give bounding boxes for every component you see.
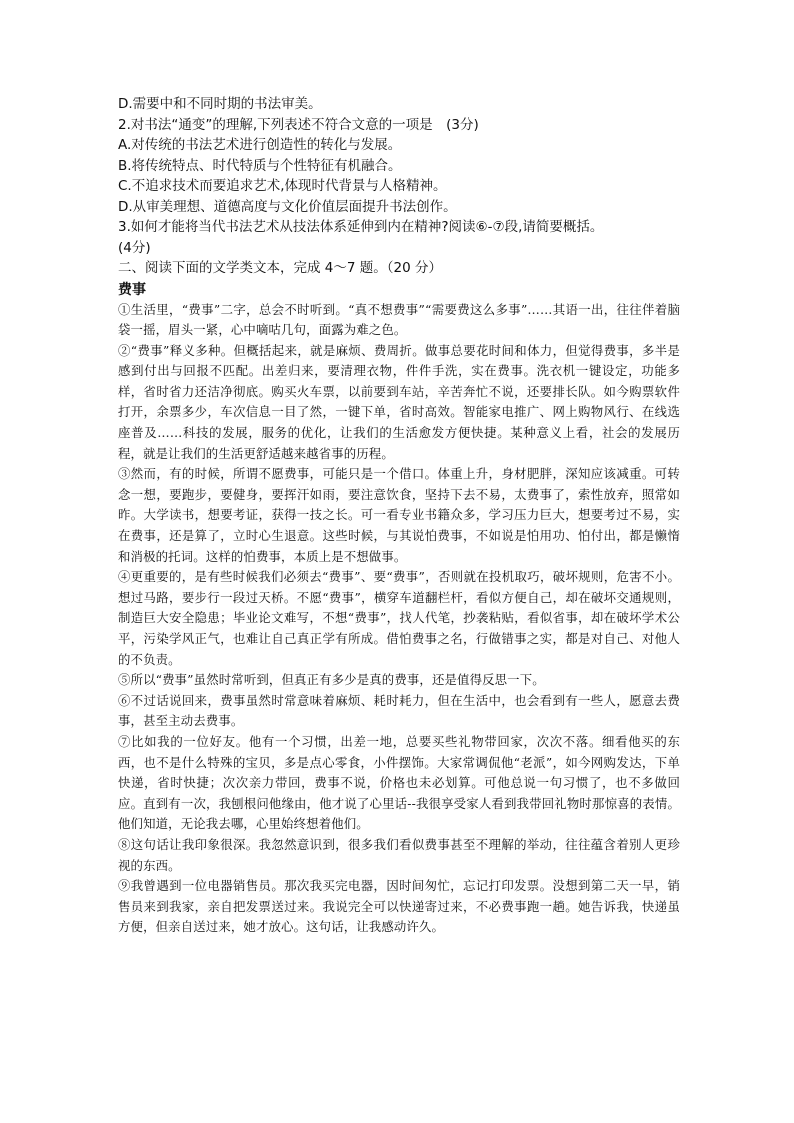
q2-option-c: C.不追求技术而要追求艺术,体现时代背景与人格精神。 (118, 178, 447, 194)
essay-paragraph-5: ⑤所以“费事”虽然时常听到，但真正有多少是真的费事，还是值得反思一下。 (118, 672, 545, 688)
essay-paragraph-7: ⑦比如我的一位好友。他有一个习惯，出差一地，总要买些礼物带回家，次次不落。细看他买的东西，也不是什么特殊的宝贝，多是点心零食，小件摆饰。大家常调侃他“老派”，如今网购发达，下单快递，省时快捷；次次亲力带回，费事不说，价格也未必划算。可他总说一句习惯了，也不多做回应。直到有一次，我刨根问他缘由，他才说了心里话--我很享受家人看到我带回礼物时那惊喜的表情。他们知道，无论我去哪，心里始终想着他们。 (118, 733, 680, 832)
q3-stem: 3.如何才能将当代书法艺术从技法体系延伸到内在精神?阅读⑥-⑦段,请简要概括。 (118, 219, 604, 235)
essay-paragraph-9: ⑨我曾遇到一位电器销售员。那次我买完电器，因时间匆忙，忘记打印发票。没想到第二天一早，销售员来到我家，亲自把发票送过来。我说完全可以快递寄过来，不必费事跑一趟。她告诉我，快递虽方便，但亲自送过来，她才放心。这句话，让我感动许久。 (118, 878, 680, 935)
q2-option-b: B.将传统特点、时代特质与个性特征有机融合。 (118, 157, 402, 174)
q3-points: (4分) (118, 239, 151, 256)
essay-paragraph-4: ④更重要的，是有些时候我们必须去“费事”、要“费事”，否则就在投机取巧，破坏规则，危害不小。想过马路，要步行一段过天桥。不愿“费事”，横穿车道翻栏杆，看似方便自己，却在破坏交通规则，制造巨大安全隐患；毕业论文难写，不想“费事”，找人代笔，抄袭粘贴，看似省事，却在破坏学术公平，污染学风正气，也难让自己真正学有所成。借怕费事之名，行做错事之实，都是对自己、对他人的不负责。 (118, 569, 680, 667)
essay-paragraph-2: ②“费事”释义多种。但概括起来，就是麻烦、费周折。做事总要花时间和体力，但觉得费事，多半是感到付出与回报不匹配。出差归来，要清理衣物，件件手洗，实在费事。洗衣机一键设定，功能多样，省时省力还洁净彻底。购买火车票，以前要到车站，辛苦奔忙不说，还要排长队。如今购票软件打开，余票多少，车次信息一目了然，一键下单，省时高效。智能家电推广、网上购物风行、在线选座普及……科技的发展，服务的优化，让我们的生活愈发方便快捷。某种意义上看，社会的发展历程，就是让我们的生活更舒适越来越省事的历程。 (118, 342, 680, 461)
q2-stem: 2.对书法“通变”的理解,下列表述不符合文意的一项是 (3分) (118, 116, 479, 133)
essay-paragraph-3: ③然而，有的时候，所谓不愿费事，可能只是一个借口。体重上升，身材肥胖，深知应该减重。可转念一想，要跑步，要健身，要挥汗如雨，要注意饮食，坚持下去不易，太费事了，索性放弃，照常如昨。大学读书，想要考证，获得一技之长。可一看专业书籍众多，学习压力巨大，想要考过不易，实在费事，还是算了，立时心生退意。这些时候，与其说怕费事，不如说是怕用功、怕付出，都是懒惰和消极的托词。这样的怕费事，本质上是不想做事。 (118, 466, 680, 564)
section-header: 二、阅读下面的文学类文本，完成 4～7 题。（20 分） (118, 260, 442, 276)
document-page (118, 94, 680, 938)
essay-paragraph-8: ⑧这句话让我印象很深。我忽然意识到，很多我们看似费事甚至不理解的举动，往往蕴含着别人更珍视的东西。 (118, 836, 680, 873)
essay-paragraph-6: ⑥不过话说回来，费事虽然时常意味着麻烦、耗时耗力，但在生活中，也会看到有一些人，愿意去费事，甚至主动去费事。 (118, 692, 680, 729)
q2-option-a: A.对传统的书法艺术进行创造性的转化与发展。 (118, 137, 402, 153)
essay-title: 费事 (118, 281, 146, 298)
essay-paragraph-1: ①生活里，“费事”二字，总会不时听到。“真不想费事”“需要费这么多事”……其语一出，往往伴着脑袋一摇，眉头一紧，心中嘀咕几句，面露为难之色。 (118, 301, 680, 338)
q2-option-d: D.从审美理想、道德高度与文化价值层面提升书法创作。 (118, 198, 457, 215)
q1-option-d: D.需要中和不同时期的书法审美。 (118, 96, 322, 112)
